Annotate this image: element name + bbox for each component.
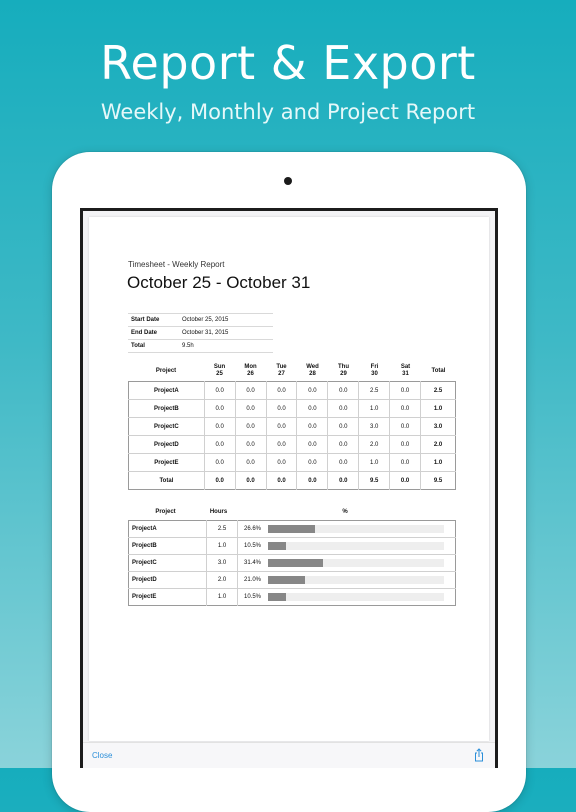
- percent-bar: [268, 559, 323, 567]
- hours-cell: 2.5: [359, 382, 390, 400]
- table-row: [129, 400, 456, 418]
- weekly-table-header: [128, 362, 456, 380]
- column-header-hours: Hours: [209, 509, 228, 515]
- hours-cell: 0.0: [297, 382, 328, 400]
- row-total-cell: 2.0: [421, 436, 456, 454]
- column-header: [297, 362, 328, 380]
- hours-cell: 0.0: [390, 382, 421, 400]
- hours-cell: 0.0: [204, 418, 235, 436]
- tablet-screen: [80, 208, 498, 768]
- column-header-date: 25: [216, 371, 223, 377]
- column-header: [128, 362, 204, 380]
- hours-cell: 0.0: [390, 436, 421, 454]
- column-header-date: 30: [371, 371, 378, 377]
- hours-cell: 0.0: [204, 454, 235, 472]
- hours-cell: 0.0: [328, 418, 359, 436]
- report-summary-table: [128, 313, 273, 353]
- hours-cell: 0.0: [266, 454, 297, 472]
- project-name-cell: ProjectA: [154, 387, 179, 394]
- hours-cell: 0.0: [328, 472, 359, 490]
- percent-bar-track: [268, 593, 444, 601]
- table-row: [129, 436, 456, 454]
- summary-row: [128, 340, 273, 353]
- row-total-cell: 3.0: [421, 418, 456, 436]
- bottom-toolbar: [83, 742, 495, 768]
- hours-cell: 0.0: [390, 418, 421, 436]
- hours-cell: 0.0: [328, 382, 359, 400]
- hours-cell: 0.0: [328, 400, 359, 418]
- summary-row: [128, 314, 273, 327]
- project-hours-table: [128, 520, 456, 606]
- percent-bar: [268, 542, 286, 550]
- summary-key: End Date: [128, 327, 179, 340]
- column-header-label: Mon: [244, 364, 257, 370]
- column-header-label: Sun: [213, 364, 226, 370]
- row-total-cell: 1.0: [421, 454, 456, 472]
- column-header: [390, 362, 421, 380]
- column-header-date: 27: [278, 371, 285, 377]
- percent-wrap: [244, 593, 455, 601]
- column-header: [204, 362, 235, 380]
- column-header-date: 29: [340, 371, 347, 377]
- hours-cell: 0.0: [328, 454, 359, 472]
- hours-cell: 0.0: [390, 454, 421, 472]
- hours-cell: 2.0: [359, 436, 390, 454]
- hours-cell: 0.0: [204, 436, 235, 454]
- percent-wrap: [244, 525, 455, 533]
- summary-key: Start Date: [128, 314, 179, 327]
- table-row: [129, 538, 456, 555]
- column-header-percent: %: [342, 509, 348, 515]
- percent-wrap: [244, 576, 455, 584]
- report-page: [89, 217, 489, 741]
- percent-cell: [238, 521, 456, 538]
- project-name-cell: ProjectC: [129, 418, 205, 436]
- table-row: [129, 589, 456, 606]
- column-header-label: Project: [155, 367, 177, 374]
- project-name-cell: ProjectD: [129, 436, 205, 454]
- summary-value: 9.5h: [179, 340, 273, 353]
- hours-cell: 0.0: [266, 400, 297, 418]
- project-name-cell: ProjectB: [129, 400, 205, 418]
- hours-cell: 3.0: [207, 555, 238, 572]
- percent-bar-track: [268, 525, 444, 533]
- hours-cell: 0.0: [297, 472, 328, 490]
- percent-cell: [238, 555, 456, 572]
- weekly-hours-table: [128, 381, 456, 490]
- close-button[interactable]: Close: [92, 751, 113, 760]
- camera-dot: [284, 177, 292, 185]
- hours-cell: 0.0: [266, 418, 297, 436]
- percent-bar-track: [268, 559, 444, 567]
- percent-label: 31.4%: [244, 560, 262, 566]
- column-header-label: Wed: [306, 364, 319, 370]
- hours-cell: 0.0: [390, 400, 421, 418]
- table-row: [129, 454, 456, 472]
- hours-cell: 0.0: [204, 400, 235, 418]
- project-name-cell: ProjectA: [132, 526, 157, 532]
- percent-bar: [268, 576, 305, 584]
- column-header-label: Thu: [338, 364, 349, 370]
- project-name-cell: ProjectD: [129, 572, 207, 589]
- column-header-date: 28: [309, 371, 316, 377]
- percent-label: 21.0%: [244, 577, 262, 583]
- hours-cell: 0.0: [266, 436, 297, 454]
- hours-cell: 0.0: [235, 382, 266, 400]
- percent-cell: [238, 589, 456, 606]
- project-name-cell: ProjectB: [129, 538, 207, 555]
- report-preview: [83, 211, 495, 768]
- hours-cell: 1.0: [359, 400, 390, 418]
- project-hours-header: [128, 506, 456, 518]
- percent-label: 10.5%: [244, 594, 262, 600]
- project-name-cell: ProjectE: [129, 454, 205, 472]
- percent-label: 10.5%: [244, 543, 262, 549]
- hours-cell: 0.0: [297, 454, 328, 472]
- hours-cell: 0.0: [235, 436, 266, 454]
- hours-cell: 0.0: [266, 382, 297, 400]
- row-total-cell: 2.5: [421, 382, 456, 400]
- hours-cell: 0.0: [297, 418, 328, 436]
- share-icon[interactable]: [473, 748, 485, 762]
- hours-cell: 1.0: [207, 538, 238, 555]
- column-header-label: Total: [431, 367, 446, 374]
- percent-cell: [238, 538, 456, 555]
- hours-cell: 0.0: [204, 382, 235, 400]
- report-heading: October 25 - October 31: [127, 273, 311, 292]
- report-kicker: Timesheet - Weekly Report: [128, 260, 225, 269]
- column-header-date: 31: [402, 371, 409, 377]
- hours-cell: 0.0: [297, 400, 328, 418]
- hero-title: Report & Export: [100, 36, 476, 90]
- table-row: [129, 382, 456, 400]
- total-row: [129, 472, 456, 490]
- hours-cell: 0.0: [328, 436, 359, 454]
- hours-cell: 0.0: [204, 472, 235, 490]
- hours-cell: 0.0: [235, 400, 266, 418]
- column-header: [235, 362, 266, 380]
- hours-cell: 0.0: [297, 436, 328, 454]
- hero-subtitle: Weekly, Monthly and Project Report: [100, 100, 476, 124]
- column-header: [421, 362, 456, 380]
- summary-value: October 25, 2015: [179, 314, 273, 327]
- percent-label: 26.6%: [244, 526, 262, 532]
- hours-cell: 2.0: [207, 572, 238, 589]
- column-header: [328, 362, 359, 380]
- summary-row: [128, 327, 273, 340]
- percent-bar: [268, 525, 315, 533]
- column-header-label: Tue: [276, 364, 287, 370]
- percent-wrap: [244, 542, 455, 550]
- hours-cell: 3.0: [359, 418, 390, 436]
- hours-cell: 1.0: [207, 589, 238, 606]
- project-name-cell: Total: [129, 472, 205, 490]
- table-row: [129, 572, 456, 589]
- percent-bar-track: [268, 542, 444, 550]
- column-header-date: 26: [247, 371, 254, 377]
- hours-cell: 2.5: [207, 521, 238, 538]
- table-row: [129, 521, 456, 538]
- percent-bar-track: [268, 576, 444, 584]
- hours-cell: 0.0: [235, 472, 266, 490]
- hours-cell: 0.0: [266, 472, 297, 490]
- column-header-label: Fri: [370, 364, 379, 370]
- column-header: [359, 362, 390, 380]
- hours-cell: 0.0: [235, 418, 266, 436]
- table-row: [129, 555, 456, 572]
- percent-cell: [238, 572, 456, 589]
- row-total-cell: 9.5: [421, 472, 456, 490]
- column-header-label: Sat: [400, 364, 411, 370]
- percent-bar: [268, 593, 286, 601]
- row-total-cell: 1.0: [421, 400, 456, 418]
- hours-cell: 9.5: [359, 472, 390, 490]
- project-name-cell: ProjectC: [129, 555, 207, 572]
- percent-wrap: [244, 559, 455, 567]
- summary-value: October 31, 2015: [179, 327, 273, 340]
- column-header-project: Project: [155, 509, 176, 515]
- hours-cell: 1.0: [359, 454, 390, 472]
- table-row: [129, 418, 456, 436]
- hours-cell: 0.0: [235, 454, 266, 472]
- summary-key: Total: [128, 340, 179, 353]
- column-header: [266, 362, 297, 380]
- hours-cell: 0.0: [390, 472, 421, 490]
- project-name-cell: ProjectE: [129, 589, 207, 606]
